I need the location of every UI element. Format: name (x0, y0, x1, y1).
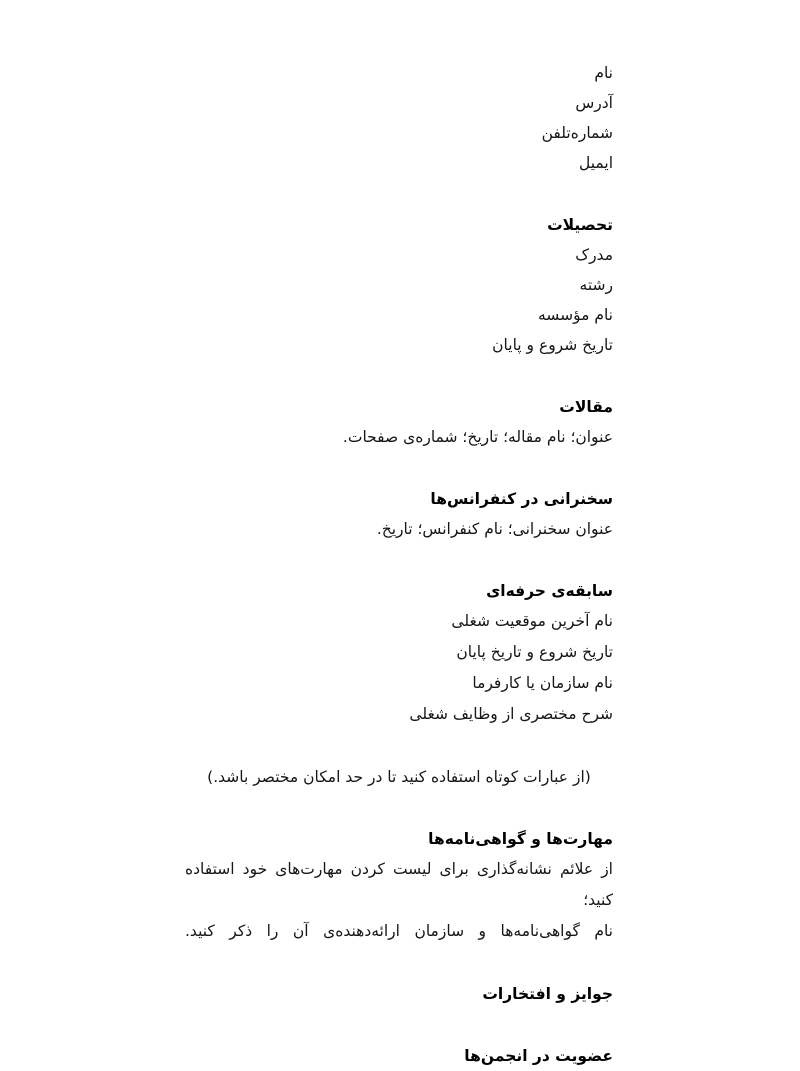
professional-experience-section (185, 576, 613, 730)
spacer-education-articles (185, 360, 613, 392)
memberships-heading: عضویت در انجمن‌ها (464, 1047, 613, 1065)
skills-certificates-paragraph (185, 854, 613, 947)
spacer-awards-memberships (185, 1009, 613, 1041)
experience-note-block (185, 762, 613, 792)
education-section (185, 210, 613, 360)
contact-field-name: نام (594, 64, 613, 82)
spacer-contact-education (185, 178, 613, 210)
experience-field-position: نام آخرین موقعیت شغلی (451, 612, 613, 630)
skills-paragraph-line-1: از علائم نشانه‌گذاری برای لیست کردن مهارت‌های خود استفاده کنید؛ (185, 860, 613, 909)
contact-field-email: ایمیل (579, 154, 613, 172)
conference-talks-field-citation: عنوان سخنرانی؛ نام کنفرانس؛ تاریخ. (376, 520, 613, 538)
conference-talks-section (185, 484, 613, 544)
spacer-talks-experience (185, 544, 613, 576)
conference-talks-heading: سخنرانی در کنفرانس‌ها (430, 490, 613, 508)
awards-heading: جوایز و افتخارات (482, 985, 613, 1003)
education-field-major: رشته (579, 276, 613, 294)
spacer-note-skills (185, 792, 613, 824)
contact-field-phone: شماره‌تلفن (541, 124, 613, 142)
education-field-dates: تاریخ شروع و پایان (492, 336, 613, 354)
awards-section (185, 979, 613, 1009)
memberships-section (185, 1041, 613, 1071)
skills-certificates-section (185, 824, 613, 947)
articles-section (185, 392, 613, 452)
experience-field-duties: شرح مختصری از وظایف شغلی (409, 705, 613, 723)
experience-field-employer: نام سازمان یا کارفرما (472, 674, 613, 692)
experience-note: (از عبارات کوتاه استفاده کنید تا در حد امکان مختصر باشد.) (207, 768, 591, 786)
contact-field-address: آدرس (575, 94, 613, 112)
spacer-experience-note (185, 730, 613, 762)
skills-certificates-heading: مهارت‌ها و گواهی‌نامه‌ها (428, 830, 613, 848)
document-content (185, 58, 613, 1071)
experience-field-dates: تاریخ شروع و تاریخ پایان (456, 643, 613, 661)
contact-section (185, 58, 613, 178)
skills-paragraph-line-2: نام گواهی‌نامه‌ها و سازمان ارائه‌دهنده‌ی آن را ذکر کنید. (185, 922, 613, 940)
spacer-articles-talks (185, 452, 613, 484)
spacer-skills-awards (185, 947, 613, 979)
articles-heading: مقالات (559, 398, 613, 416)
education-field-institution: نام مؤسسه (538, 306, 613, 324)
professional-experience-heading: سابقه‌ی حرفه‌ای (486, 582, 613, 600)
articles-field-citation: عنوان؛ نام مقاله؛ تاریخ؛ شماره‌ی صفحات. (342, 428, 613, 446)
education-heading: تحصیلات (547, 216, 613, 234)
education-field-degree: مدرک (575, 246, 613, 264)
